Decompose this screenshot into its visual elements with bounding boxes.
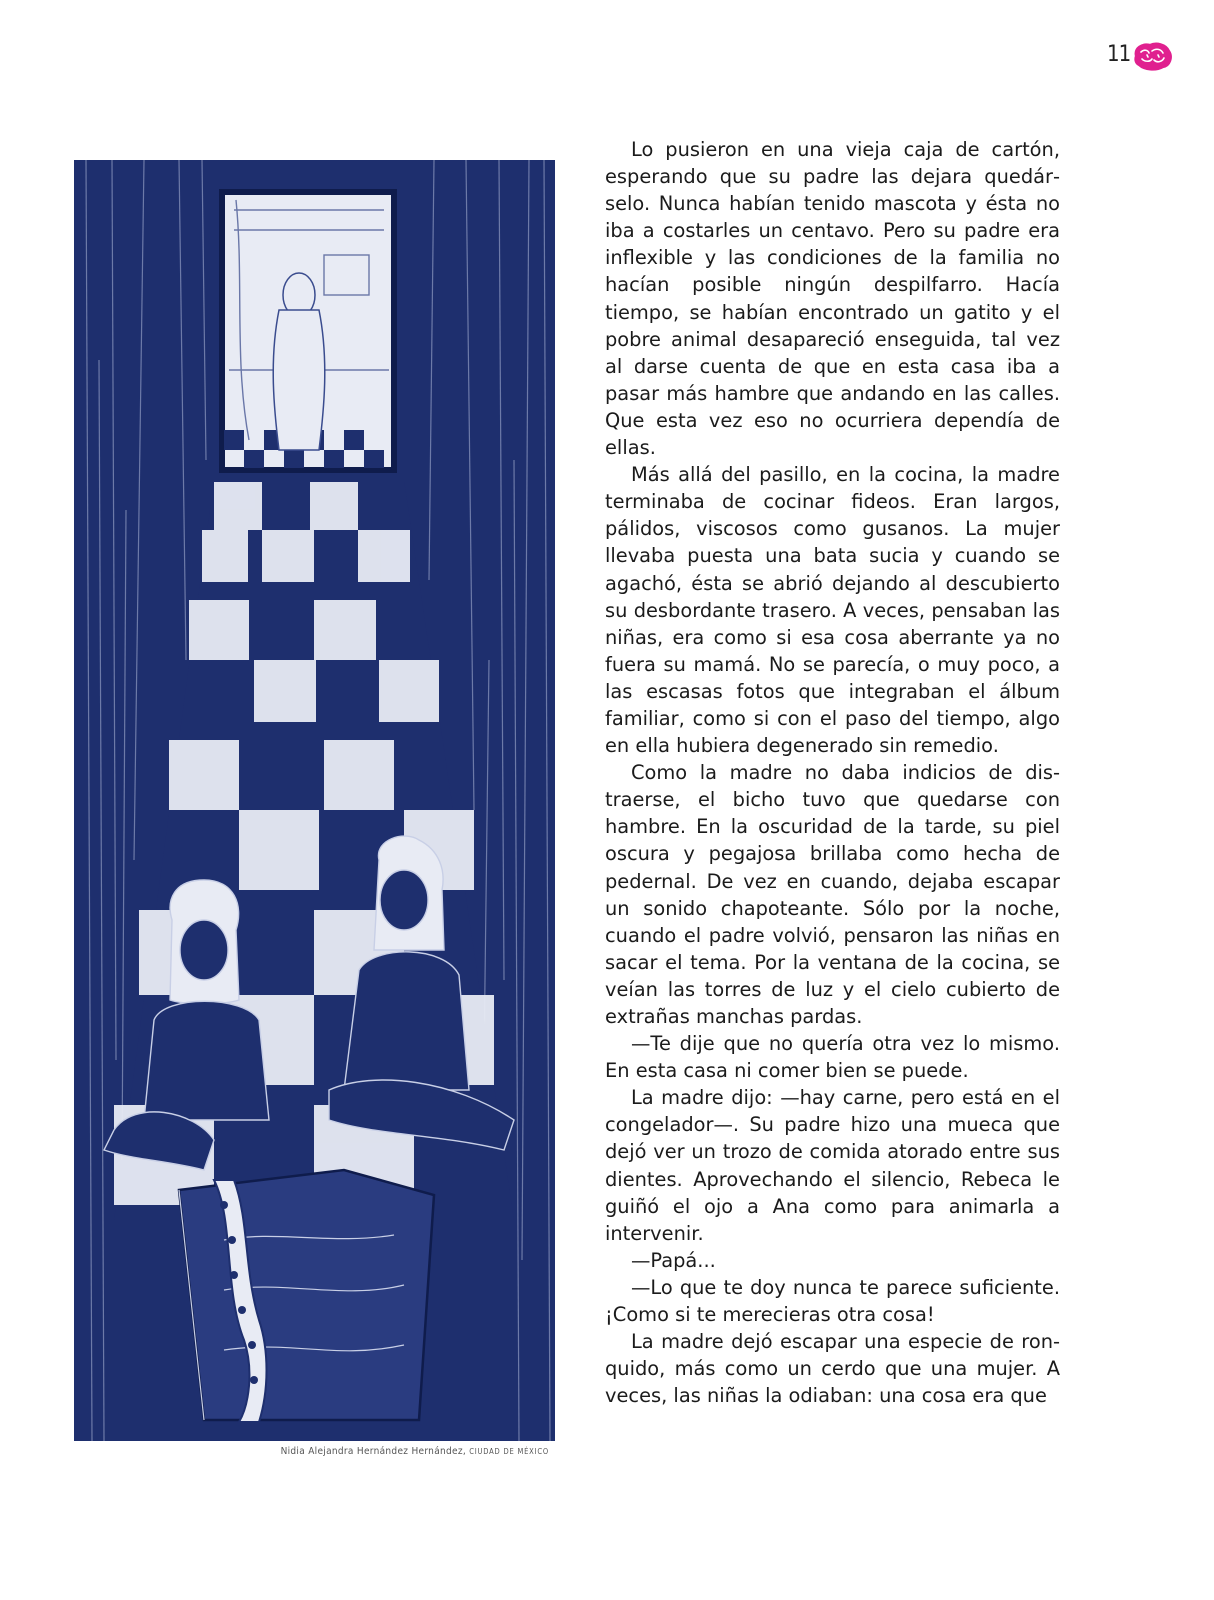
- story-paragraph: Más allá del pasillo, en la cocina, la madre terminaba de cocinar fideos. Eran largos, pálidos, viscosos como gusanos. La mujer llevaba puesta una bata sucia y cuando se agachó, ésta se abrió dejando al descubierto su desbordante trasero. A veces, pensaban las niñas, era como si esa cosa aberrante ya no fuera su mamá. No se parecía, o muy poco, a las escasas fotos que integraban el álbum familiar, como si con el paso del tiempo, algo en ella hubiera degenerado sin remedio.: [605, 463, 1060, 758]
- credit-place: CIUDAD DE MÉXICO: [469, 1447, 549, 1456]
- story-paragraph: —Papá...: [631, 1248, 716, 1272]
- credit-author: Nidia Alejandra Hernández Hernández,: [280, 1446, 467, 1457]
- page-number: 11: [1107, 42, 1131, 67]
- story-paragraph: Lo pusieron en una vieja caja de cartón, esperando que su padre las dejara quedárselo. Nunca habían tenido mascota y ésta no iba a costarles un centavo. Pero su padre era inflexible y las condiciones de la familia no hacían posible ningún despilfarro. Hacía tiempo, se habían encontrado un gatito y el pobre animal desapareció enseguida, tal vez al darse cuenta de que en esta casa iba a pasar más hambre que andando en las calles. Que esta vez eso no ocurriera dependía de ellas.: [605, 138, 1060, 460]
- story-illustration: [74, 160, 555, 1441]
- illustration-credit: [74, 1446, 549, 1457]
- story-paragraph: Como la madre no daba indicios de distraerse, el bicho tuvo que quedarse con hambre. En la oscuridad de la tarde, su piel oscura y pegajosa brillaba como hecha de pedernal. De vez en cuando, dejaba escapar un sonido chapoteante. Sólo por la noche, cuando el padre volvió, pensaron las niñas en sacar el tema. Por la ventana de la cocina, se veían las torres de luz y el cielo cubierto de extrañas manchas pardas.: [605, 761, 1060, 1028]
- magazine-logo-icon: [1130, 40, 1174, 72]
- story-paragraph: La madre dijo: —hay carne, pero está en el congelador—. Su padre hizo una mueca que dejó ver un trozo de comida atorado entre sus dientes. Aprovechando el silencio, Rebeca le guiñó el ojo a Ana como para animarla a intervenir.: [605, 1086, 1060, 1245]
- story-paragraph: —Lo que te doy nunca te parece suficiente. ¡Como si te merecieras otra cosa!: [605, 1275, 1060, 1327]
- story-paragraph: —Te dije que no quería otra vez lo mismo. En esta casa ni comer bien se puede.: [605, 1032, 1060, 1083]
- story-text: [605, 136, 1060, 1409]
- story-paragraph: La madre dejó escapar una especie de ronquido, más como un cerdo que una mujer. A veces, las niñas la odiaban: una cosa era que: [605, 1330, 1060, 1408]
